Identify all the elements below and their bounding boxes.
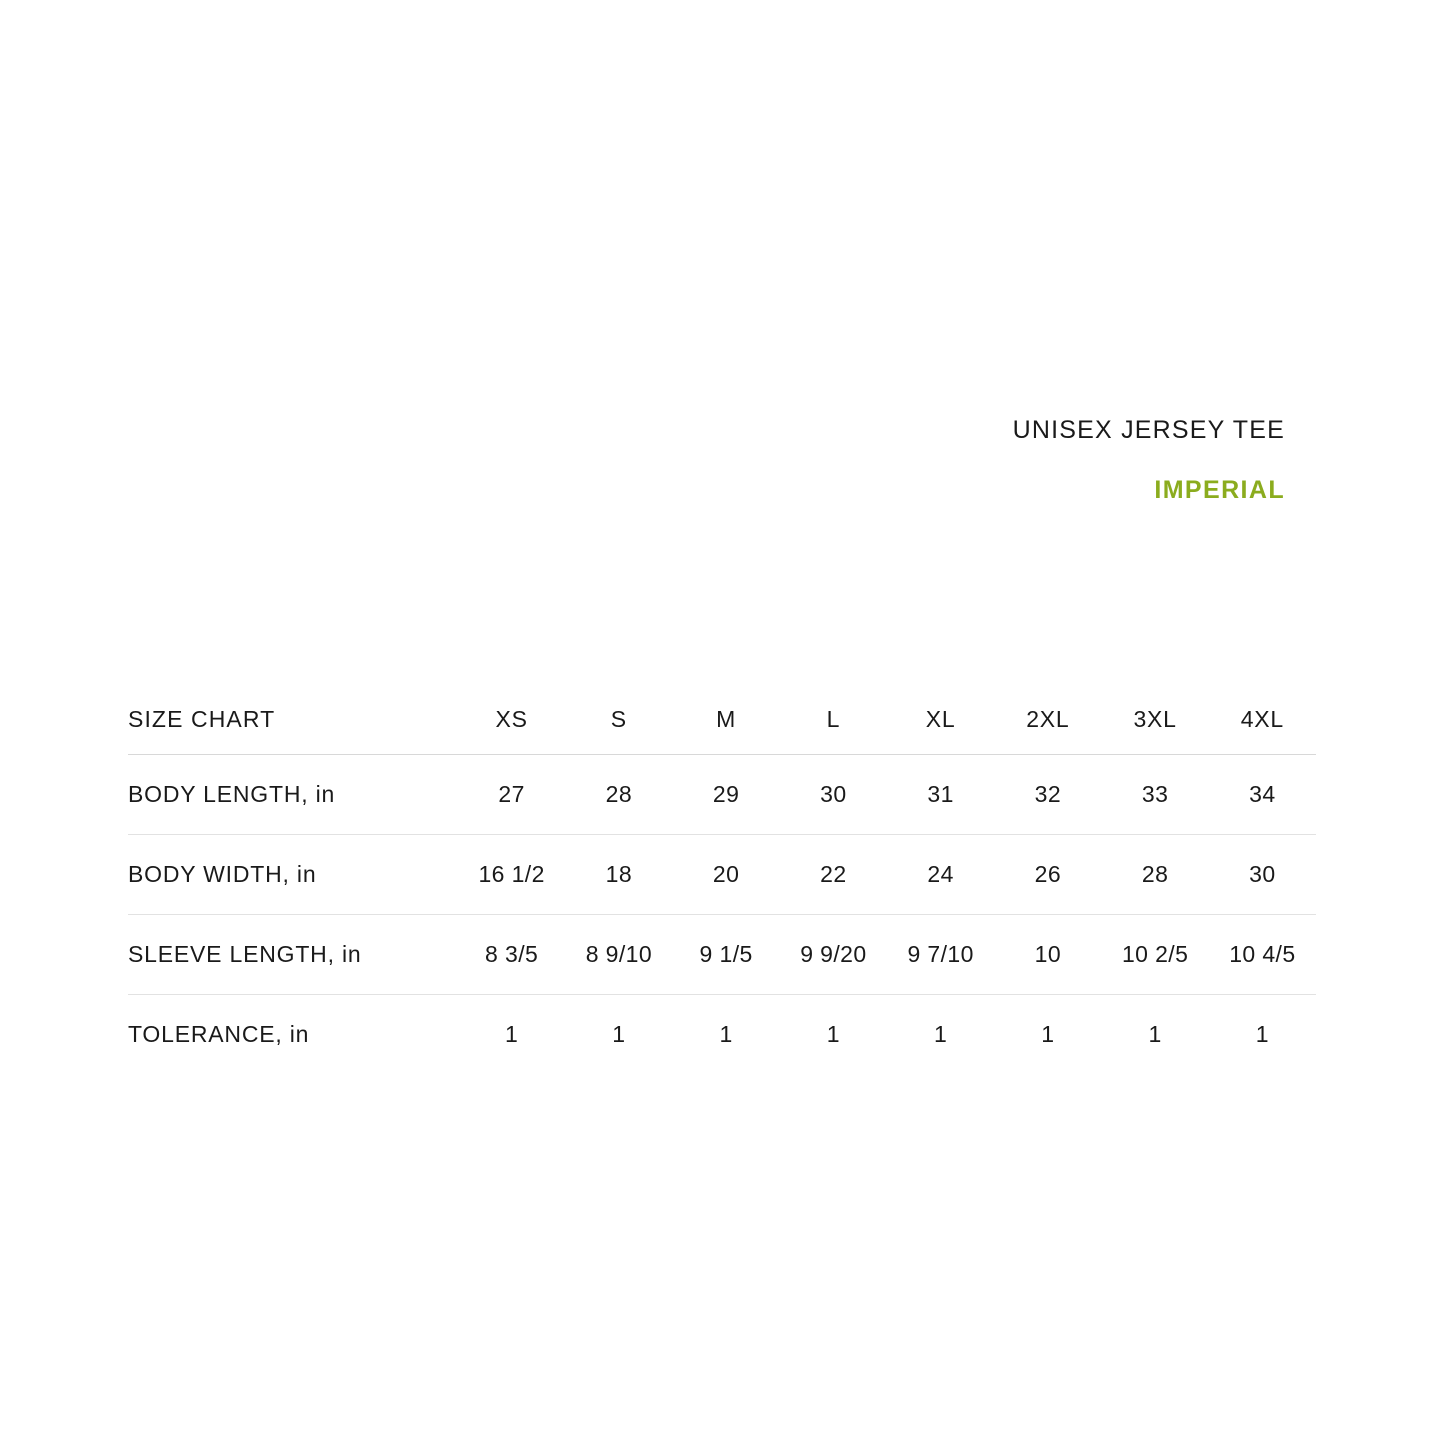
column-header-m: M — [716, 706, 737, 733]
cell-body-width-2xl: 26 — [994, 834, 1101, 914]
cell-tolerance-s: 1 — [565, 994, 672, 1074]
column-header-xs: XS — [495, 706, 528, 733]
cell-tolerance-3xl: 1 — [1102, 994, 1209, 1074]
cell-sleeve-length-s: 8 9/10 — [565, 914, 672, 994]
cell-body-length-xs: 27 — [458, 754, 565, 834]
row-label-sleeve-length: SLEEVE LENGTH, in — [128, 914, 458, 994]
cell-sleeve-length-xs: 8 3/5 — [458, 914, 565, 994]
cell-tolerance-4xl: 1 — [1209, 994, 1316, 1074]
column-header-l: L — [826, 706, 841, 733]
cell-tolerance-l: 1 — [780, 994, 887, 1074]
cell-body-width-xl: 24 — [887, 834, 994, 914]
table-row — [128, 914, 1316, 994]
cell-body-width-xs: 16 1/2 — [458, 834, 565, 914]
cell-body-length-4xl: 34 — [1209, 754, 1316, 834]
column-header-4xl: 4XL — [1240, 706, 1285, 733]
cell-tolerance-m: 1 — [673, 994, 780, 1074]
header-block — [1013, 415, 1285, 505]
column-header-3xl: 3XL — [1133, 706, 1177, 733]
cell-body-length-xl: 31 — [887, 754, 994, 834]
cell-body-length-s: 28 — [565, 754, 672, 834]
cell-sleeve-length-2xl: 10 — [994, 914, 1101, 994]
unit-system-label: IMPERIAL — [1154, 476, 1285, 504]
row-label-body-length: BODY LENGTH, in — [128, 754, 458, 834]
column-header-2xl: 2XL — [1026, 706, 1070, 733]
table-row — [128, 994, 1316, 1074]
cell-sleeve-length-4xl: 10 4/5 — [1209, 914, 1316, 994]
cell-tolerance-xs: 1 — [458, 994, 565, 1074]
cell-body-width-4xl: 30 — [1209, 834, 1316, 914]
cell-tolerance-xl: 1 — [887, 994, 994, 1074]
product-title: UNISEX JERSEY TEE — [1012, 416, 1285, 444]
cell-body-length-2xl: 32 — [994, 754, 1101, 834]
cell-tolerance-2xl: 1 — [994, 994, 1101, 1074]
size-chart-table — [128, 686, 1316, 1074]
cell-sleeve-length-xl: 9 7/10 — [887, 914, 994, 994]
cell-body-length-l: 30 — [780, 754, 887, 834]
cell-body-length-m: 29 — [673, 754, 780, 834]
cell-sleeve-length-3xl: 10 2/5 — [1102, 914, 1209, 994]
size-chart-container — [128, 686, 1316, 1074]
size-chart-body — [128, 754, 1316, 1074]
row-label-tolerance: TOLERANCE, in — [128, 994, 458, 1074]
cell-sleeve-length-m: 9 1/5 — [673, 914, 780, 994]
cell-sleeve-length-l: 9 9/20 — [780, 914, 887, 994]
size-chart-title: SIZE CHART — [128, 706, 276, 733]
cell-body-width-l: 22 — [780, 834, 887, 914]
cell-body-width-s: 18 — [565, 834, 672, 914]
size-chart-head — [128, 686, 1316, 754]
table-header-row — [128, 686, 1316, 754]
row-label-body-width: BODY WIDTH, in — [128, 834, 458, 914]
cell-body-length-3xl: 33 — [1102, 754, 1209, 834]
table-row — [128, 834, 1316, 914]
table-row — [128, 754, 1316, 834]
column-header-s: S — [610, 706, 627, 733]
cell-body-width-3xl: 28 — [1102, 834, 1209, 914]
cell-body-width-m: 20 — [673, 834, 780, 914]
column-header-xl: XL — [925, 706, 956, 733]
